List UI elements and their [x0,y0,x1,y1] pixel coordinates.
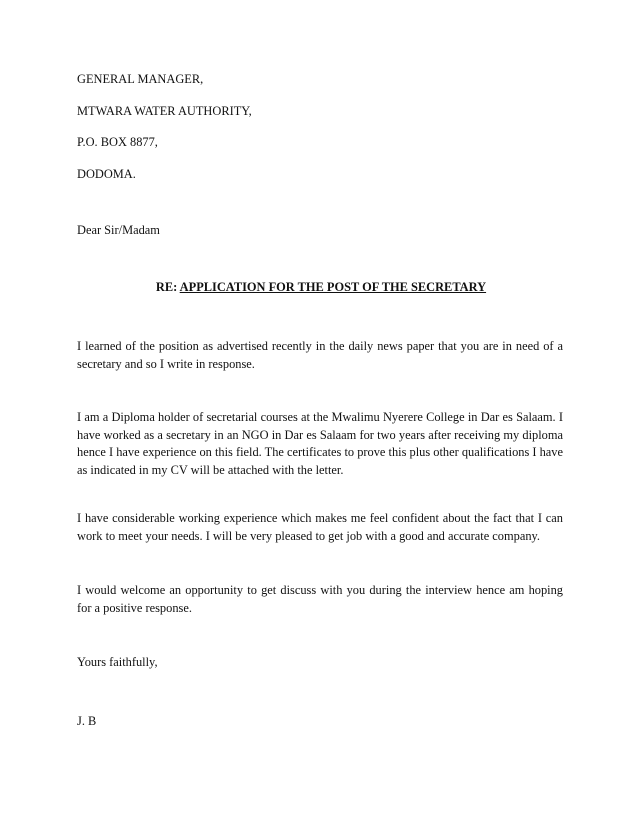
paragraph-experience: I have considerable working experience which makes me feel confident about the fact that I can work to meet your needs. I will be very pleased to get job with a good and accurate company. [77,511,563,543]
closing: Yours faithfully, [77,655,158,669]
paragraph-closing-request: I would welcome an opportunity to get discuss with you during the interview hence am hoping for a positive response. [77,583,563,615]
recipient-title: GENERAL MANAGER, [77,72,204,86]
recipient-city: DODOMA. [77,167,136,181]
recipient-po-box: P.O. BOX 8877, [77,135,158,149]
salutation: Dear Sir/Madam [77,223,160,237]
paragraph-position: I learned of the position as advertised recently in the daily news paper that you are in need of a secretary and so I write in response. [77,339,563,371]
signature: J. B [77,714,97,728]
paragraph-qualifications: I am a Diploma holder of secretarial courses at the Mwalimu Nyerere College in Dar es Salaam. I have worked as a secretary in an NGO in Dar es Salaam for two years after receiving my diploma hence I have experience on this field. The certificates to prove this plus other qualifications I have as indicated in my CV will be attached with the letter. [77,410,563,477]
subject-prefix: RE: [155,280,180,294]
subject-title: APPLICATION FOR THE POST OF THE SECRETARY [179,280,487,294]
recipient-organization: MTWARA WATER AUTHORITY, [77,104,252,118]
subject-line [0,279,638,297]
